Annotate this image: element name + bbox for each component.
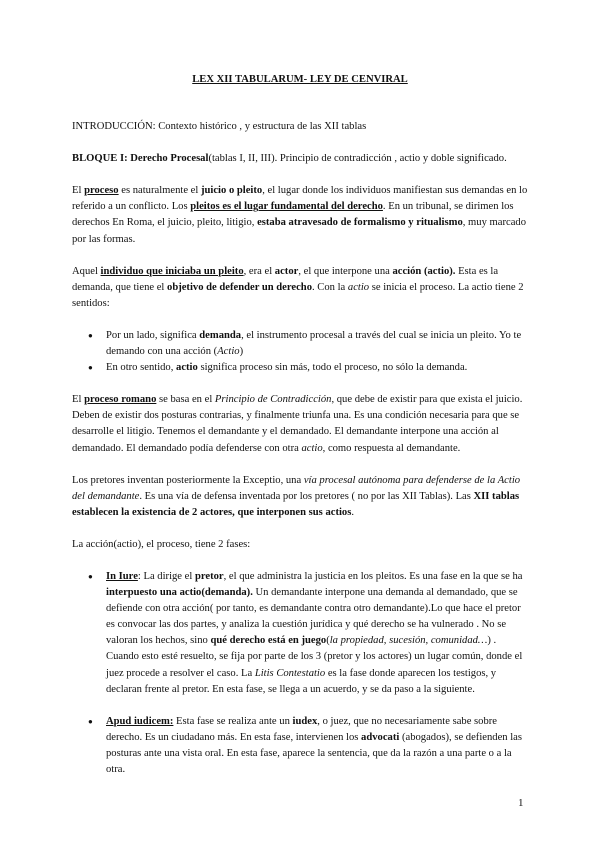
pretores-paragraph: Los pretores inventan posteriormente la Exceptio, una vía procesal autónoma para defenderse de la Actio del demandante. Es una vía de defensa inventada por los pretores ( no por las XII Tablas). Las XII tablas establecen la existencia de 2 actores, que interponen sus actios.: [72, 474, 521, 518]
page-number: 1: [518, 797, 524, 809]
bloque-label: BLOQUE I: Derecho Procesal: [72, 153, 209, 165]
actor-paragraph: Aquel individuo que iniciaba un pleito, era el actor, el que interpone una acción (actio). Esta es la demanda, que tiene el objetivo de defender un derecho. Con la actio se inicia el proceso. La actio tiene 2 sentidos:: [72, 265, 524, 309]
document-page: [72, 72, 528, 794]
fases-paragraph: La acción(actio), el proceso, tiene 2 fases:: [72, 538, 251, 550]
actio-senses-list: [72, 328, 528, 376]
document-title: LEX XII TABULARUM- LEY DE CENVIRAL: [192, 74, 408, 85]
intro-paragraph: INTRODUCCIÓN: Contexto histórico , y estructura de las XII tablas: [72, 121, 367, 133]
fases-list: [72, 569, 528, 778]
list-item: ● In Iure: La dirige el pretor, el que administra la justicia en los pleitos. Es una fase en la que se ha interpuesto una actio(demanda). Un demandante interpone una demanda al demandado, que se defiende con otra acción( por tanto, es demandante contra otro demandante).Lo que hace el pretor es convocar las dos partes, y analiza la cuestión jurídica y qué derecho se ha vulnerado . No se valoran los hechos, sino qué derecho está en juego(la propiedad, sucesión, comunidad…) . Cuando esto esté resuelto, se fija por parte de los 3 (pretor y los actores) un lugar común, donde el juez procede a resolver el caso. La Litis Contestatio es la fase donde aparecen los testigos, y declaran frente al pretor. En esta fase, se llega a un acuerdo, y se da paso a la siguiente.: [106, 569, 528, 698]
list-item: ● Apud iudicem: Esta fase se realiza ante un iudex, o juez, que no necesariamente sabe sobre derecho. Es un ciudadano más. En esta fase, intervienen los advocati (abogados), se defienden las posturas ante una vista oral. En esta fase, aparece la sentencia, que da la razón a una parte o a la otra.: [106, 714, 528, 778]
proceso-romano-paragraph: El proceso romano se basa en el Principio de Contradicción, que debe de existir para que exista el juicio. Deben de existir dos posturas contrarias, y finalmente triunfa una. Es una condición necesaria para que se desarrolle el litigio. Tenemos el demandante y el demandado. El demandante interpone una acción al demandado. El demandado podía defenderse con otra actio, como respuesta al demandante.: [72, 394, 523, 454]
list-item: ● Por un lado, significa demanda, el instrumento procesal a través del cual se inicia un pleito. Yo te demando con una acción (Actio): [106, 328, 528, 360]
proceso-paragraph: El proceso es naturalmente el juicio o pleito, el lugar donde los individuos manifiestan sus demandas en lo referido a un conflicto. Los pleitos es el lugar fundamental del derecho. En un tribunal, se dirimen los derechos En Roma, el juicio, pleito, litigio, estaba atravesado de formalismo y ritualismo, muy marcado por las formas.: [72, 185, 528, 245]
bloque-paragraph: BLOQUE I: Derecho Procesal(tablas I, II, III). Principio de contradicción , actio y doble significado.: [72, 153, 507, 165]
list-item: ● En otro sentido, actio significa proceso sin más, todo el proceso, no sólo la demanda.: [106, 360, 528, 376]
